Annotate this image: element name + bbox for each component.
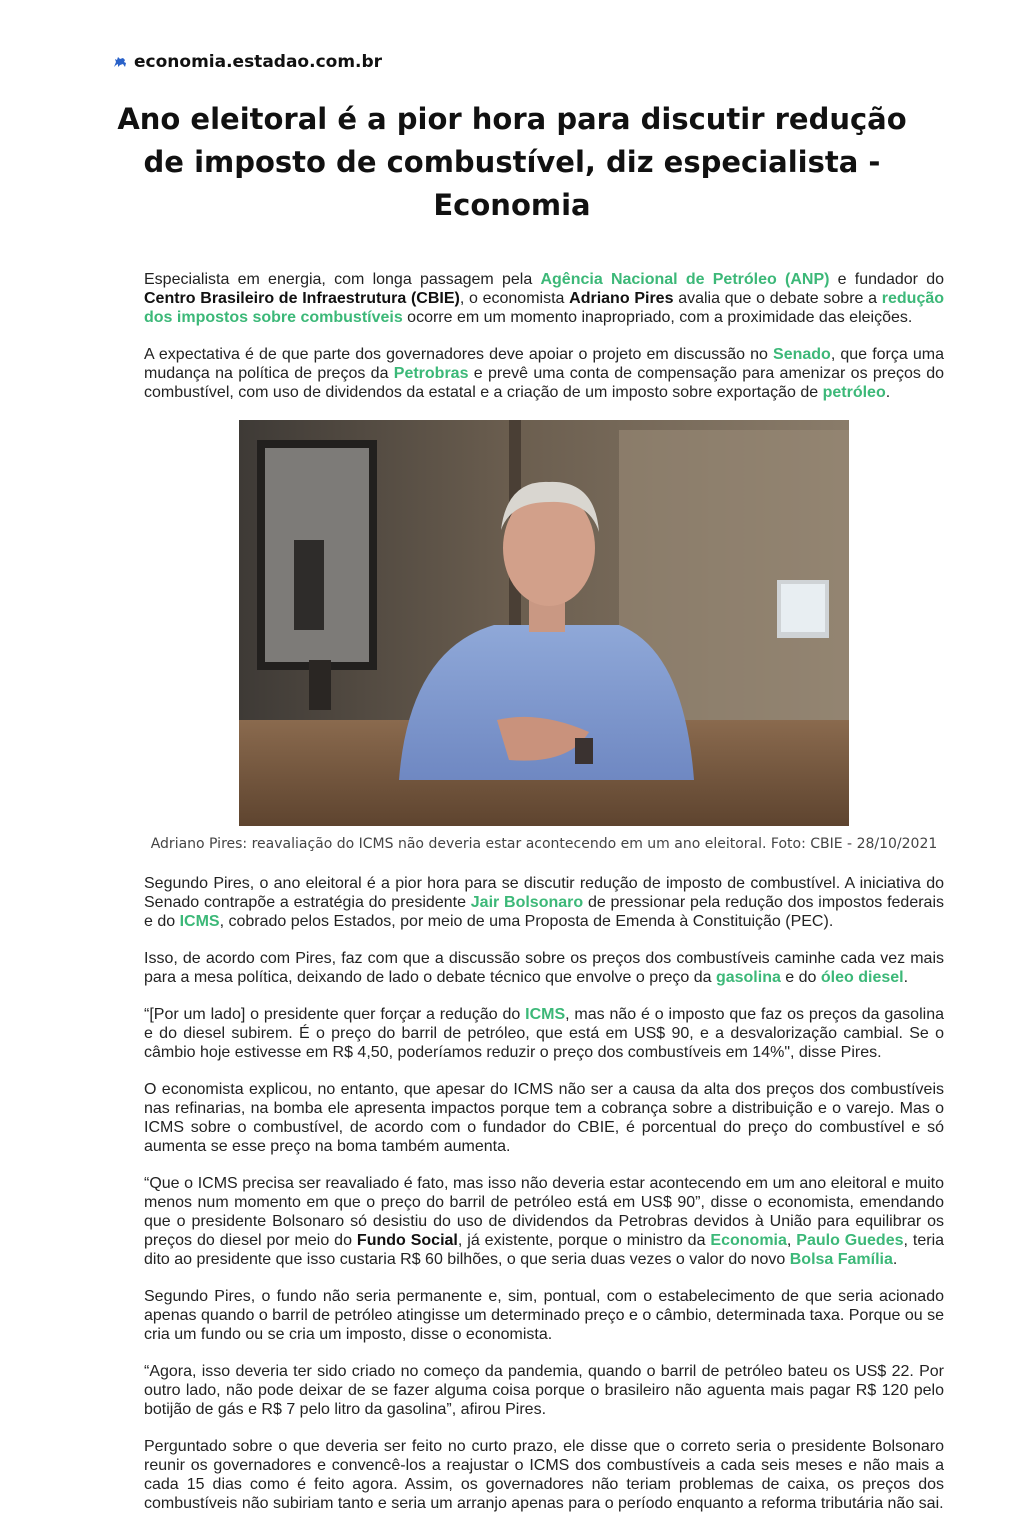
link-icms[interactable]: ICMS xyxy=(525,1006,566,1023)
paragraph-5 xyxy=(144,1005,944,1062)
text: “[Por um lado] o presidente quer forçar a redução do xyxy=(144,1006,526,1023)
link-anp[interactable]: Agência Nacional de Petróleo (ANP) xyxy=(540,271,830,288)
text: ocorre em um momento inapropriado, com a proximidade das eleições. xyxy=(402,309,913,326)
article-figure xyxy=(144,420,944,855)
text: O economista explicou, no entanto, que apesar do ICMS não ser a causa da alta dos preços dos combustíveis nas refinarias, na bomba ele apresenta impactos porque tem a cobrança sobre a distribuição e o varejo. Mas o ICMS sobre o combustível, de acordo com o fundador do CBIE, é porcentual do preço do combustível e só aumenta se esse preço na boma também aumenta. xyxy=(144,1081,944,1155)
text: , mas não é o imposto que faz os preços da gasolina e do diesel subirem. É o preço do barril de petróleo, que está em US$ 90, e a desvalorização cambial. Se o câmbio hoje estivesse em R$ 4,50, poderíamos reduzir o preço dos combustíveis em 14%", disse Pires. xyxy=(144,1006,944,1061)
text: , cobrado pelos Estados, por meio de uma Proposta de Emenda à Constituição (PEC). xyxy=(219,913,834,930)
link-petrobras[interactable]: Petrobras xyxy=(393,365,469,382)
text: Isso, de acordo com Pires, faz com que a discussão sobre os preços dos combustíveis caminhe cada vez mais para a mesa política, deixando de lado o debate técnico que envolve o preço da xyxy=(144,950,944,986)
paragraph-9 xyxy=(144,1362,944,1419)
text: Perguntado sobre o que deveria ser feito no curto prazo, ele disse que o correto seria o presidente Bolsonaro reunir os governadores e convencê-los a reajustar o ICMS dos combustíveis a cada seis meses e não mais a cada 15 dias como é feito agora. Assim, os governadores não teriam problemas de caixa, os preços dos combustíveis não subiriam tanto e seria um arranjo apenas para o período enquanto a reforma tributária não sai. xyxy=(144,1438,944,1512)
link-reducao-impostos[interactable]: redução dos impostos sobre combustíveis xyxy=(144,290,945,326)
paragraph-8 xyxy=(144,1287,944,1344)
link-bolsa-familia[interactable]: Bolsa Família xyxy=(789,1251,893,1268)
paragraph-2 xyxy=(144,345,944,402)
text: avalia que o debate sobre a xyxy=(673,290,882,307)
link-economia[interactable]: Economia xyxy=(710,1232,787,1249)
link-petroleo[interactable]: petróleo xyxy=(822,384,886,401)
text: e do xyxy=(780,969,821,986)
link-oleo-diesel[interactable]: óleo diesel xyxy=(820,969,904,986)
text: , xyxy=(786,1232,797,1249)
bold-adriano-pires: Adriano Pires xyxy=(569,290,674,307)
text: de pressionar pela redução dos impostos federais e do xyxy=(144,894,945,930)
text: , teria dito ao presidente que isso custaria R$ 60 bilhões, o que seria duas vezes o valor do novo xyxy=(144,1232,945,1268)
article-headline: Ano eleitoral é a pior hora para discutir redução de imposto de combustível, diz especialista - Economia xyxy=(117,102,907,222)
photo-caption: Adriano Pires: reavaliação do ICMS não deveria estar acontecendo em um ano eleitoral. Foto: CBIE - 28/10/2021 xyxy=(150,836,938,852)
article-body xyxy=(144,270,944,1531)
text: “Agora, isso deveria ter sido criado no começo da pandemia, quando o barril de petróleo bateu os US$ 22. Por outro lado, não pode deixar de se fazer alguma coisa porque o brasileiro não aguenta mais pagar R$ 120 pelo botijão de gás e R$ 7 pelo litro da gasolina”, afirou Pires. xyxy=(144,1363,944,1418)
text: Segundo Pires, o fundo não seria permanente e, sim, pontual, com o estabelecimento de que seria acionado apenas quando o barril de petróleo atingisse um determinado preço e o câmbio, determinada taxa. Porque ou se cria um fundo ou se cria um imposto, disse o economista. xyxy=(144,1288,944,1343)
link-senado[interactable]: Senado xyxy=(773,346,831,363)
text: , já existente, porque o ministro da xyxy=(457,1232,711,1249)
site-domain[interactable]: economia.estadao.com.br xyxy=(134,52,383,72)
text: “Que o ICMS precisa ser reavaliado é fato, mas isso não deveria estar acontecendo em um ano eleitoral e muito menos num momento em que o preço do barril de petróleo está em US$ 90”, disse o economista, emendando que o presidente Bolsonaro só desistiu do uso de dividendos da Petrobras devidos à União para equilibrar os preços do diesel por meio do xyxy=(144,1175,944,1249)
text: Segundo Pires, o ano eleitoral é a pior hora para se discutir redução de imposto de combustível. A iniciativa do Senado contrapõe a estratégia do presidente xyxy=(144,875,944,911)
text: e fundador do xyxy=(829,271,944,288)
bold-fundo-social: Fundo Social xyxy=(356,1232,458,1249)
text: A expectativa é de que parte dos governadores deve apoiar o projeto em discussão no xyxy=(144,346,774,363)
paragraph-7 xyxy=(144,1174,944,1269)
site-header xyxy=(112,52,382,72)
link-icms[interactable]: ICMS xyxy=(179,913,220,930)
text: . xyxy=(903,969,909,986)
text: , o economista xyxy=(459,290,570,307)
paragraph-10 xyxy=(144,1437,944,1513)
paragraph-3 xyxy=(144,874,944,931)
text: e prevê uma conta de compensação para amenizar os preços do combustível, com uso de dividendos da estatal e a criação de um imposto sobre exportação de xyxy=(144,365,945,401)
bold-cbie: Centro Brasileiro de Infraestrutura (CBIE) xyxy=(144,290,460,307)
link-gasolina[interactable]: gasolina xyxy=(715,969,781,986)
portrait-photo xyxy=(239,420,849,826)
text: Especialista em energia, com longa passagem pela xyxy=(144,271,541,288)
link-jair-bolsonaro[interactable]: Jair Bolsonaro xyxy=(470,894,584,911)
paragraph-6 xyxy=(144,1080,944,1156)
text: , que força uma mudança na política de preços da xyxy=(144,346,944,382)
paragraph-1 xyxy=(144,270,944,327)
text: . xyxy=(885,384,891,401)
paragraph-4 xyxy=(144,949,944,987)
link-paulo-guedes[interactable]: Paulo Guedes xyxy=(796,1232,904,1249)
text: . xyxy=(892,1251,898,1268)
estadao-horse-icon xyxy=(112,54,128,70)
